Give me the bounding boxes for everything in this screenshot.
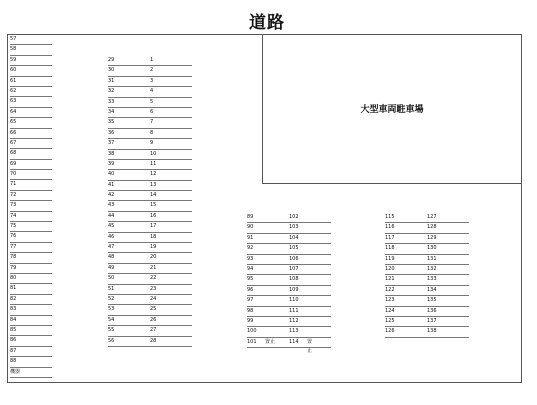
parking-space-number: 100 xyxy=(247,328,257,335)
parking-space-number: 92 xyxy=(247,245,254,252)
parking-space-row xyxy=(108,233,192,243)
parking-space-number: 102 xyxy=(289,214,299,220)
parking-space-row xyxy=(108,66,192,76)
parking-space-row xyxy=(108,118,192,128)
parking-space-row xyxy=(10,305,52,315)
parking-space-row xyxy=(385,275,469,285)
parking-space-cell xyxy=(150,274,156,283)
parking-space-number: 38 xyxy=(108,150,115,157)
parking-space-row xyxy=(10,118,52,128)
parking-space-cell xyxy=(150,201,156,210)
parking-space-row xyxy=(247,275,331,285)
parking-space-cell xyxy=(150,305,156,314)
parking-space-number: 18 xyxy=(150,233,157,240)
parking-space-number: 130 xyxy=(427,245,437,252)
parking-space-row xyxy=(247,286,331,296)
parking-space-number: 28 xyxy=(150,337,157,344)
parking-space-cell xyxy=(427,275,437,284)
parking-space-number: 32 xyxy=(108,88,115,95)
large-vehicle-parking-label: 大型車両駐車場 xyxy=(360,105,424,115)
parking-space-number: 65 xyxy=(10,119,17,126)
parking-space-row xyxy=(108,87,192,97)
parking-space-row xyxy=(108,191,192,201)
parking-space-number: 125 xyxy=(385,317,395,324)
parking-space-number: 30 xyxy=(108,67,115,74)
parking-space-number: 12 xyxy=(150,171,157,178)
parking-space-cell xyxy=(289,234,299,243)
road-label: 道路 xyxy=(249,13,285,33)
parking-space-note: 置止 xyxy=(307,338,313,354)
parking-space-cell xyxy=(427,286,437,295)
parking-space-number: 44 xyxy=(108,212,115,219)
parking-space-row xyxy=(10,264,52,274)
parking-space-row xyxy=(108,337,192,347)
parking-space-number: 59 xyxy=(10,56,17,63)
parking-space-cell xyxy=(427,307,437,316)
parking-space-number: 9 xyxy=(150,140,154,147)
parking-space-number: 17 xyxy=(150,223,157,230)
parking-space-number: 78 xyxy=(10,254,17,261)
parking-space-row xyxy=(247,244,331,254)
parking-space-number: 81 xyxy=(10,285,17,292)
parking-space-row xyxy=(10,232,52,242)
parking-space-number: 54 xyxy=(108,316,115,323)
parking-space-row xyxy=(10,295,52,305)
parking-space-number: 118 xyxy=(385,245,395,252)
parking-space-row xyxy=(108,243,192,253)
parking-space-number: 33 xyxy=(108,98,115,105)
parking-space-number: 119 xyxy=(385,255,395,262)
parking-space-row xyxy=(108,295,192,305)
parking-space-cell xyxy=(150,181,156,190)
parking-space-row xyxy=(247,213,331,223)
parking-space-row xyxy=(10,316,52,326)
parking-space-number: 15 xyxy=(150,202,157,209)
parking-space-number: 73 xyxy=(10,202,17,209)
parking-space-row xyxy=(385,255,469,265)
parking-space-number: 75 xyxy=(10,223,17,230)
parking-space-row xyxy=(108,150,192,160)
parking-space-number: 72 xyxy=(10,191,17,198)
parking-block-b xyxy=(247,213,331,354)
parking-block-a xyxy=(108,56,192,347)
parking-space-row xyxy=(385,307,469,317)
parking-space-row xyxy=(385,286,469,296)
parking-space-number: 133 xyxy=(427,276,437,283)
parking-space-number: 86 xyxy=(10,337,17,344)
parking-space-cell xyxy=(150,295,156,304)
parking-space-row xyxy=(10,368,52,378)
parking-space-number: 29 xyxy=(108,57,115,63)
parking-space-number: 31 xyxy=(108,77,115,84)
parking-space-number: 93 xyxy=(247,255,254,262)
parking-space-number: 57 xyxy=(10,36,17,42)
parking-space-row xyxy=(108,139,192,149)
parking-space-row xyxy=(108,316,192,326)
parking-space-cell xyxy=(150,56,153,65)
parking-space-number: 6 xyxy=(150,108,154,115)
parking-space-number: 67 xyxy=(10,139,17,146)
parking-space-row xyxy=(108,160,192,170)
parking-space-number: 16 xyxy=(150,212,157,219)
parking-space-number: 138 xyxy=(427,328,437,335)
parking-space-row xyxy=(10,45,52,55)
parking-space-number: 117 xyxy=(385,234,395,241)
parking-space-cell xyxy=(289,275,299,284)
parking-space-number: 25 xyxy=(150,306,157,313)
parking-space-row xyxy=(108,222,192,232)
parking-space-row xyxy=(10,170,52,180)
parking-space-number: 76 xyxy=(10,233,17,240)
parking-space-number: 108 xyxy=(289,276,299,283)
parking-space-number: 74 xyxy=(10,212,17,219)
parking-space-row xyxy=(10,212,52,222)
parking-space-number: 103 xyxy=(289,224,299,231)
parking-space-number: 90 xyxy=(247,224,254,231)
parking-space-cell xyxy=(150,108,153,117)
parking-block-c xyxy=(385,213,469,338)
parking-space-row xyxy=(10,56,52,66)
parking-space-cell xyxy=(427,327,437,336)
parking-space-cell xyxy=(150,160,156,169)
parking-space-number: 105 xyxy=(289,245,299,252)
parking-space-row xyxy=(10,336,52,346)
parking-space-number: 42 xyxy=(108,192,115,199)
parking-space-row xyxy=(108,98,192,108)
parking-space-row xyxy=(108,326,192,336)
parking-space-row xyxy=(10,347,52,357)
parking-space-row xyxy=(247,338,331,354)
parking-space-number: 2 xyxy=(150,67,154,74)
parking-space-number: 13 xyxy=(150,181,157,188)
parking-space-number: 88 xyxy=(10,358,17,365)
parking-space-row xyxy=(10,108,52,118)
parking-space-cell xyxy=(427,234,437,243)
parking-space-row xyxy=(108,170,192,180)
parking-space-row xyxy=(10,201,52,211)
parking-space-row xyxy=(10,149,52,159)
parking-space-number: 70 xyxy=(10,171,17,178)
parking-space-number: 96 xyxy=(247,286,254,293)
left-parking-column xyxy=(10,35,52,378)
parking-space-number: 36 xyxy=(108,129,115,136)
parking-space-number: 137 xyxy=(427,317,437,324)
parking-space-number: 49 xyxy=(108,264,115,271)
parking-space-cell xyxy=(150,87,153,96)
parking-space-number: 84 xyxy=(10,316,17,323)
parking-space-row xyxy=(385,265,469,275)
parking-space-cell xyxy=(150,150,156,159)
parking-space-cell xyxy=(150,77,153,86)
parking-space-number: 124 xyxy=(385,307,395,314)
parking-space-number: 129 xyxy=(427,234,437,241)
parking-space-number: 43 xyxy=(108,202,115,209)
parking-space-number: 47 xyxy=(108,244,115,251)
parking-space-row xyxy=(108,129,192,139)
parking-space-row xyxy=(10,87,52,97)
parking-space-cell xyxy=(289,327,299,336)
parking-space-row xyxy=(108,285,192,295)
parking-space-number: 82 xyxy=(10,295,17,302)
parking-space-number: 34 xyxy=(108,108,115,115)
parking-space-cell xyxy=(289,317,299,326)
parking-space-number: 48 xyxy=(108,254,115,261)
parking-space-cell xyxy=(289,307,299,316)
parking-space-number: 5 xyxy=(150,98,154,105)
parking-space-number: 80 xyxy=(10,274,17,281)
parking-space-number: 21 xyxy=(150,264,157,271)
parking-space-cell xyxy=(150,222,156,231)
parking-space-row xyxy=(385,317,469,327)
parking-space-number: 126 xyxy=(385,328,395,335)
parking-space-cell xyxy=(427,213,437,222)
parking-space-row xyxy=(108,77,192,87)
parking-space-row xyxy=(385,244,469,254)
parking-space-number: 64 xyxy=(10,108,17,115)
parking-space-row xyxy=(108,108,192,118)
parking-space-row xyxy=(385,234,469,244)
parking-space-row xyxy=(247,327,331,337)
parking-space-row xyxy=(247,223,331,233)
parking-space-number: 110 xyxy=(289,297,299,304)
parking-space-row xyxy=(108,56,192,66)
parking-space-cell xyxy=(150,253,156,262)
parking-space-cell xyxy=(150,285,156,294)
parking-space-cell xyxy=(427,255,437,264)
parking-space-number: 89 xyxy=(247,214,254,220)
parking-space-cell xyxy=(150,337,156,346)
parking-space-cell xyxy=(427,244,437,253)
parking-space-cell xyxy=(427,296,437,305)
parking-space-number: 63 xyxy=(10,98,17,105)
parking-space-number: 26 xyxy=(150,316,157,323)
parking-space-number: 39 xyxy=(108,160,115,167)
parking-space-cell xyxy=(427,265,437,274)
parking-space-cell xyxy=(150,118,153,127)
parking-space-number: 23 xyxy=(150,285,157,292)
parking-space-number: 107 xyxy=(289,265,299,272)
parking-space-number: 128 xyxy=(427,224,437,231)
parking-space-row xyxy=(108,253,192,263)
parking-space-number: 115 xyxy=(385,214,395,220)
parking-space-cell xyxy=(427,223,437,232)
parking-space-cell xyxy=(150,233,156,242)
parking-space-cell xyxy=(289,213,299,222)
parking-space-cell xyxy=(150,139,153,148)
parking-space-row xyxy=(10,180,52,190)
large-vehicle-parking-area xyxy=(262,34,522,184)
parking-space-row xyxy=(108,305,192,315)
parking-space-row xyxy=(10,66,52,76)
parking-space-number: 112 xyxy=(289,317,299,324)
parking-space-row xyxy=(10,160,52,170)
parking-space-number: 85 xyxy=(10,326,17,333)
parking-space-cell xyxy=(289,223,299,232)
parking-space-number: 19 xyxy=(150,244,157,251)
parking-space-number: 134 xyxy=(427,286,437,293)
parking-space-row xyxy=(10,357,52,367)
parking-space-number: 83 xyxy=(10,306,17,313)
parking-space-row xyxy=(10,284,52,294)
parking-space-cell xyxy=(150,170,156,179)
parking-space-number: 111 xyxy=(289,307,299,314)
parking-space-number: 10 xyxy=(150,150,157,157)
parking-space-row xyxy=(247,265,331,275)
parking-space-number: 8 xyxy=(150,129,154,136)
parking-space-row xyxy=(10,129,52,139)
parking-space-row xyxy=(108,181,192,191)
parking-space-number: 3 xyxy=(150,77,154,84)
parking-space-cell xyxy=(289,244,299,253)
parking-space-number: 55 xyxy=(108,327,115,334)
parking-space-cell xyxy=(289,265,299,274)
parking-space-number: 69 xyxy=(10,160,17,167)
parking-space-number: 56 xyxy=(108,337,115,344)
parking-space-number: 11 xyxy=(150,160,157,167)
parking-space-number: 58 xyxy=(10,46,17,53)
parking-space-row xyxy=(108,212,192,222)
parking-space-row xyxy=(10,326,52,336)
parking-space-number: 87 xyxy=(10,347,17,354)
parking-space-row xyxy=(10,243,52,253)
parking-space-number: 50 xyxy=(108,275,115,282)
parking-space-row xyxy=(247,307,331,317)
parking-space-row xyxy=(385,327,469,337)
parking-space-cell xyxy=(150,316,156,325)
parking-space-cell xyxy=(289,255,299,264)
parking-space-row xyxy=(385,223,469,233)
parking-space-row xyxy=(247,255,331,265)
parking-space-row xyxy=(385,213,469,223)
parking-space-number: 94 xyxy=(247,265,254,272)
parking-space-cell xyxy=(150,264,156,273)
parking-space-row xyxy=(10,274,52,284)
parking-space-number: 71 xyxy=(10,181,17,188)
parking-space-number: 20 xyxy=(150,254,157,261)
parking-space-number: 60 xyxy=(10,67,17,74)
parking-space-number: 101 xyxy=(247,338,257,345)
parking-space-cell xyxy=(289,338,313,354)
parking-space-number: 127 xyxy=(427,214,437,220)
parking-space-number: 95 xyxy=(247,276,254,283)
parking-space-cell xyxy=(150,66,153,75)
parking-space-number: 114 xyxy=(289,338,299,345)
parking-space-row xyxy=(108,201,192,211)
parking-space-number: 46 xyxy=(108,233,115,240)
parking-space-number: 1 xyxy=(150,57,154,63)
parking-space-number: 53 xyxy=(108,306,115,313)
parking-space-row xyxy=(10,139,52,149)
parking-space-row xyxy=(247,317,331,327)
parking-space-row xyxy=(247,234,331,244)
parking-space-number: 61 xyxy=(10,77,17,84)
parking-space-number: 機器 xyxy=(10,368,21,375)
parking-space-number: 66 xyxy=(10,129,17,136)
parking-space-note: 置止 xyxy=(265,338,276,345)
parking-space-number: 120 xyxy=(385,265,395,272)
parking-space-number: 40 xyxy=(108,171,115,178)
parking-space-number: 109 xyxy=(289,286,299,293)
parking-space-number: 79 xyxy=(10,264,17,271)
parking-space-number: 35 xyxy=(108,119,115,126)
parking-space-cell xyxy=(150,243,156,252)
parking-space-cell xyxy=(289,286,299,295)
parking-space-row xyxy=(108,264,192,274)
parking-space-row xyxy=(10,222,52,232)
parking-space-cell xyxy=(150,212,156,221)
parking-space-cell xyxy=(150,191,156,200)
parking-space-row xyxy=(247,296,331,306)
parking-space-number: 51 xyxy=(108,285,115,292)
parking-space-number: 132 xyxy=(427,265,437,272)
parking-space-cell xyxy=(150,326,156,335)
parking-space-number: 45 xyxy=(108,223,115,230)
parking-space-number: 22 xyxy=(150,275,157,282)
parking-space-number: 104 xyxy=(289,234,299,241)
parking-space-number: 52 xyxy=(108,295,115,302)
parking-space-row xyxy=(10,77,52,87)
parking-space-row xyxy=(10,191,52,201)
parking-space-number: 4 xyxy=(150,88,154,95)
parking-space-number: 7 xyxy=(150,119,154,126)
parking-space-row xyxy=(10,35,52,45)
parking-space-number: 99 xyxy=(247,317,254,324)
parking-space-number: 123 xyxy=(385,297,395,304)
parking-space-number: 37 xyxy=(108,140,115,147)
parking-space-number: 121 xyxy=(385,276,395,283)
parking-space-number: 97 xyxy=(247,297,254,304)
parking-space-number: 135 xyxy=(427,297,437,304)
parking-space-number: 116 xyxy=(385,224,395,231)
parking-space-number: 62 xyxy=(10,87,17,94)
parking-space-number: 136 xyxy=(427,307,437,314)
parking-space-number: 98 xyxy=(247,307,254,314)
parking-space-row xyxy=(385,296,469,306)
parking-space-cell xyxy=(150,129,153,138)
parking-space-number: 91 xyxy=(247,234,254,241)
parking-space-number: 113 xyxy=(289,328,299,335)
parking-space-cell xyxy=(289,296,299,305)
parking-space-number: 106 xyxy=(289,255,299,262)
parking-space-number: 68 xyxy=(10,150,17,157)
parking-space-cell xyxy=(150,98,153,107)
parking-space-cell xyxy=(427,317,437,326)
parking-space-row xyxy=(10,253,52,263)
parking-space-number: 14 xyxy=(150,192,157,199)
parking-space-row xyxy=(108,274,192,284)
parking-space-number: 27 xyxy=(150,327,157,334)
parking-space-number: 77 xyxy=(10,243,17,250)
parking-space-number: 131 xyxy=(427,255,437,262)
parking-space-number: 122 xyxy=(385,286,395,293)
parking-space-number: 41 xyxy=(108,181,115,188)
parking-space-number: 24 xyxy=(150,295,157,302)
parking-space-row xyxy=(10,97,52,107)
